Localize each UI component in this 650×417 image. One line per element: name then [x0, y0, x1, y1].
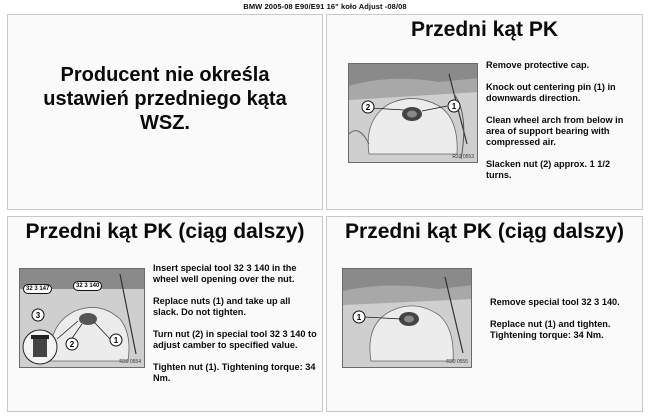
- image-code: R30 0554: [119, 359, 141, 365]
- instruction-list: [490, 297, 638, 352]
- instruction-step: Tighten nut (1). Tightening torque: 34 Nm.: [153, 362, 316, 383]
- note-line: ustawień przedniego kąta: [43, 88, 287, 110]
- callout-1: 1: [356, 313, 362, 322]
- callout-1: 1: [451, 102, 457, 111]
- panel-manufacturer-note: [7, 14, 323, 210]
- panel-title: Przedni kąt PK (ciąg dalszy): [345, 220, 624, 243]
- tool-install-photo: [19, 268, 145, 368]
- document-header: BMW 2005-08 E90/E91 16" koło Adjust -08/08: [243, 2, 407, 11]
- tool-label: 32 3 140: [73, 281, 102, 291]
- instruction-step: Replace nut (1) and tighten. Tightening torque: 34 Nm.: [490, 319, 611, 340]
- callout-2: 2: [365, 103, 371, 112]
- nut-tighten-photo: [342, 268, 472, 368]
- panel-front-camber-cont-2: [326, 216, 643, 412]
- callout-1: 1: [113, 336, 119, 345]
- manufacturer-note: [8, 63, 322, 135]
- image-code: R32 0553: [452, 154, 474, 160]
- instruction-step: Remove protective cap.: [486, 60, 590, 70]
- instruction-list: [486, 60, 638, 192]
- callout-2: 2: [69, 340, 75, 349]
- instruction-step: Turn nut (2) in special tool 32 3 140 to adjust camber to specified value.: [153, 329, 317, 350]
- suspension-photo: [348, 63, 478, 163]
- instruction-step: Clean wheel arch from below in area of support bearing with compressed air.: [486, 115, 624, 147]
- panel-front-camber-cont-1: [7, 216, 323, 412]
- strut-tower-illustration: [349, 64, 478, 163]
- instruction-list: [153, 263, 318, 395]
- image-code: R30 0555: [446, 359, 468, 365]
- note-line: Producent nie określa: [60, 64, 270, 86]
- strut-nut-illustration: [343, 269, 472, 368]
- instruction-step: Replace nuts (1) and take up all slack. Do not tighten.: [153, 296, 291, 317]
- instruction-step: Insert special tool 32 3 140 in the wheel well opening over the nut.: [153, 263, 297, 284]
- instruction-step: Remove special tool 32 3 140.: [490, 297, 620, 307]
- note-line: WSZ.: [140, 112, 190, 134]
- panel-title: Przedni kąt PK: [410, 18, 559, 41]
- instruction-step: Slacken nut (2) approx. 1 1/2 turns.: [486, 159, 611, 180]
- tool-label: 32 3 147: [23, 284, 52, 294]
- panel-title: Przedni kąt PK (ciąg dalszy): [25, 220, 305, 243]
- instruction-step: Knock out centering pin (1) in downwards direction.: [486, 82, 616, 103]
- panel-front-camber: [326, 14, 643, 210]
- callout-3: 3: [35, 311, 41, 320]
